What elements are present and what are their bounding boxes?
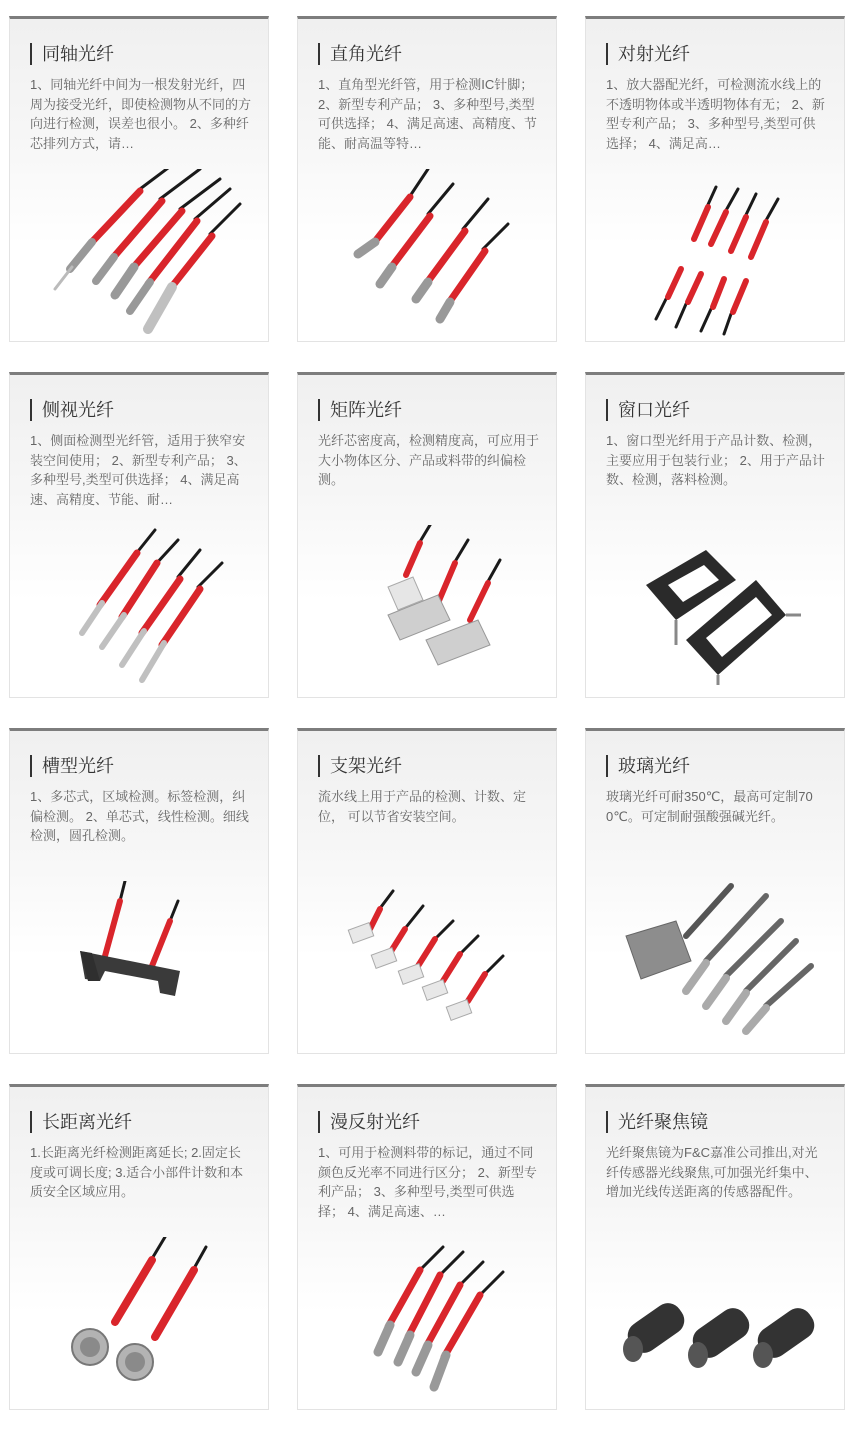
product-description: 光纤芯密度高，检测精度高，可应用于大小物体区分、产品或料带的纠偏检测。 [318,433,540,487]
product-description: 1、多芯式，区域检测。标签检测，纠偏检测。 2、单芯式，线性检测。细线检测，圆孔检测。 [30,789,249,843]
product-description: 1、直角型光纤管，用于检测IC针脚； 2、新型专利产品； 3、多种型号,类型可供选择； 4、满足高速、高精度、节能、耐高温等特… [318,77,537,151]
product-card-long-distance-fiber[interactable] [9,1084,269,1410]
product-card-slot-fiber[interactable] [9,728,269,1054]
product-card-through-beam-fiber[interactable] [585,16,845,342]
product-title[interactable]: 窗口光纤 [606,399,690,421]
product-title[interactable]: 漫反射光纤 [318,1111,420,1133]
slot-fiber-image[interactable] [30,881,250,1049]
product-title[interactable]: 长距离光纤 [30,1111,132,1133]
window-fiber-image[interactable] [606,525,826,693]
product-title[interactable]: 直角光纤 [318,43,402,65]
product-description: 玻璃光纤可耐350℃，最高可定制700℃。可定制耐强酸强碱光纤。 [606,789,813,824]
glass-fiber-image[interactable] [606,881,826,1049]
product-card-bracket-fiber[interactable] [297,728,557,1054]
product-description: 光纤聚焦镜为F&C嘉准公司推出,对光纤传感器光线聚焦,可加强光纤集中、增加光线传送距离的传感器配件。 [606,1145,818,1199]
product-title[interactable]: 玻璃光纤 [606,755,690,777]
product-title[interactable]: 同轴光纤 [30,43,114,65]
product-title[interactable]: 支架光纤 [318,755,402,777]
product-card-glass-fiber[interactable] [585,728,845,1054]
product-title[interactable]: 槽型光纤 [30,755,114,777]
diffuse-reflection-fiber-image[interactable] [318,1237,538,1405]
product-card-coaxial-fiber[interactable] [9,16,269,342]
product-description: 1、窗口型光纤用于产品计数、检测， 主要应用于包装行业； 2、用于产品计数、检测，落料检测。 [606,433,825,487]
long-distance-fiber-image[interactable] [30,1237,250,1405]
product-card-fiber-focusing-lens[interactable] [585,1084,845,1410]
product-description: 流水线上用于产品的检测、计数、定位， 可以节省安装空间。 [318,789,527,824]
product-card-matrix-fiber[interactable] [297,372,557,698]
product-description: 1、可用于检测料带的标记，通过不同颜色反光率不同进行区分； 2、新型专利产品； 3、多种型号,类型可供选择； 4、满足高速、… [318,1145,537,1219]
side-view-fiber-image[interactable] [30,525,250,693]
matrix-fiber-image[interactable] [318,525,538,693]
right-angle-fiber-image[interactable] [318,169,538,337]
product-title[interactable]: 光纤聚焦镜 [606,1111,708,1133]
coaxial-fiber-image[interactable] [30,169,250,337]
product-card-diffuse-reflection-fiber[interactable] [297,1084,557,1410]
product-title[interactable]: 矩阵光纤 [318,399,402,421]
product-card-right-angle-fiber[interactable] [297,16,557,342]
product-description: 1.长距离光纤检测距离延长; 2.固定长度或可调长度; 3.适合小部件计数和本质安全区域应用。 [30,1145,244,1199]
product-title[interactable]: 对射光纤 [606,43,690,65]
product-title[interactable]: 侧视光纤 [30,399,114,421]
product-description: 1、同轴光纤中间为一根发射光纤，四周为接受光纤，即使检测物从不同的方向进行检测，误差也很小。 2、多种纤芯排列方式，请… [30,77,252,151]
fiber-focusing-lens-image[interactable] [606,1237,826,1405]
bracket-fiber-image[interactable] [318,881,538,1049]
product-description: 1、放大器配光纤，可检测流水线上的不透明物体或半透明物体有无； 2、新型专利产品； 3、多种型号,类型可供选择； 4、满足高… [606,77,825,151]
product-description: 1、侧面检测型光纤管，适用于狭窄安装空间使用； 2、新型专利产品； 3、多种型号,类型可供选择； 4、满足高速、高精度、节能、耐… [30,433,247,507]
product-card-side-view-fiber[interactable] [9,372,269,698]
product-card-window-fiber[interactable] [585,372,845,698]
through-beam-fiber-image[interactable] [606,169,826,337]
